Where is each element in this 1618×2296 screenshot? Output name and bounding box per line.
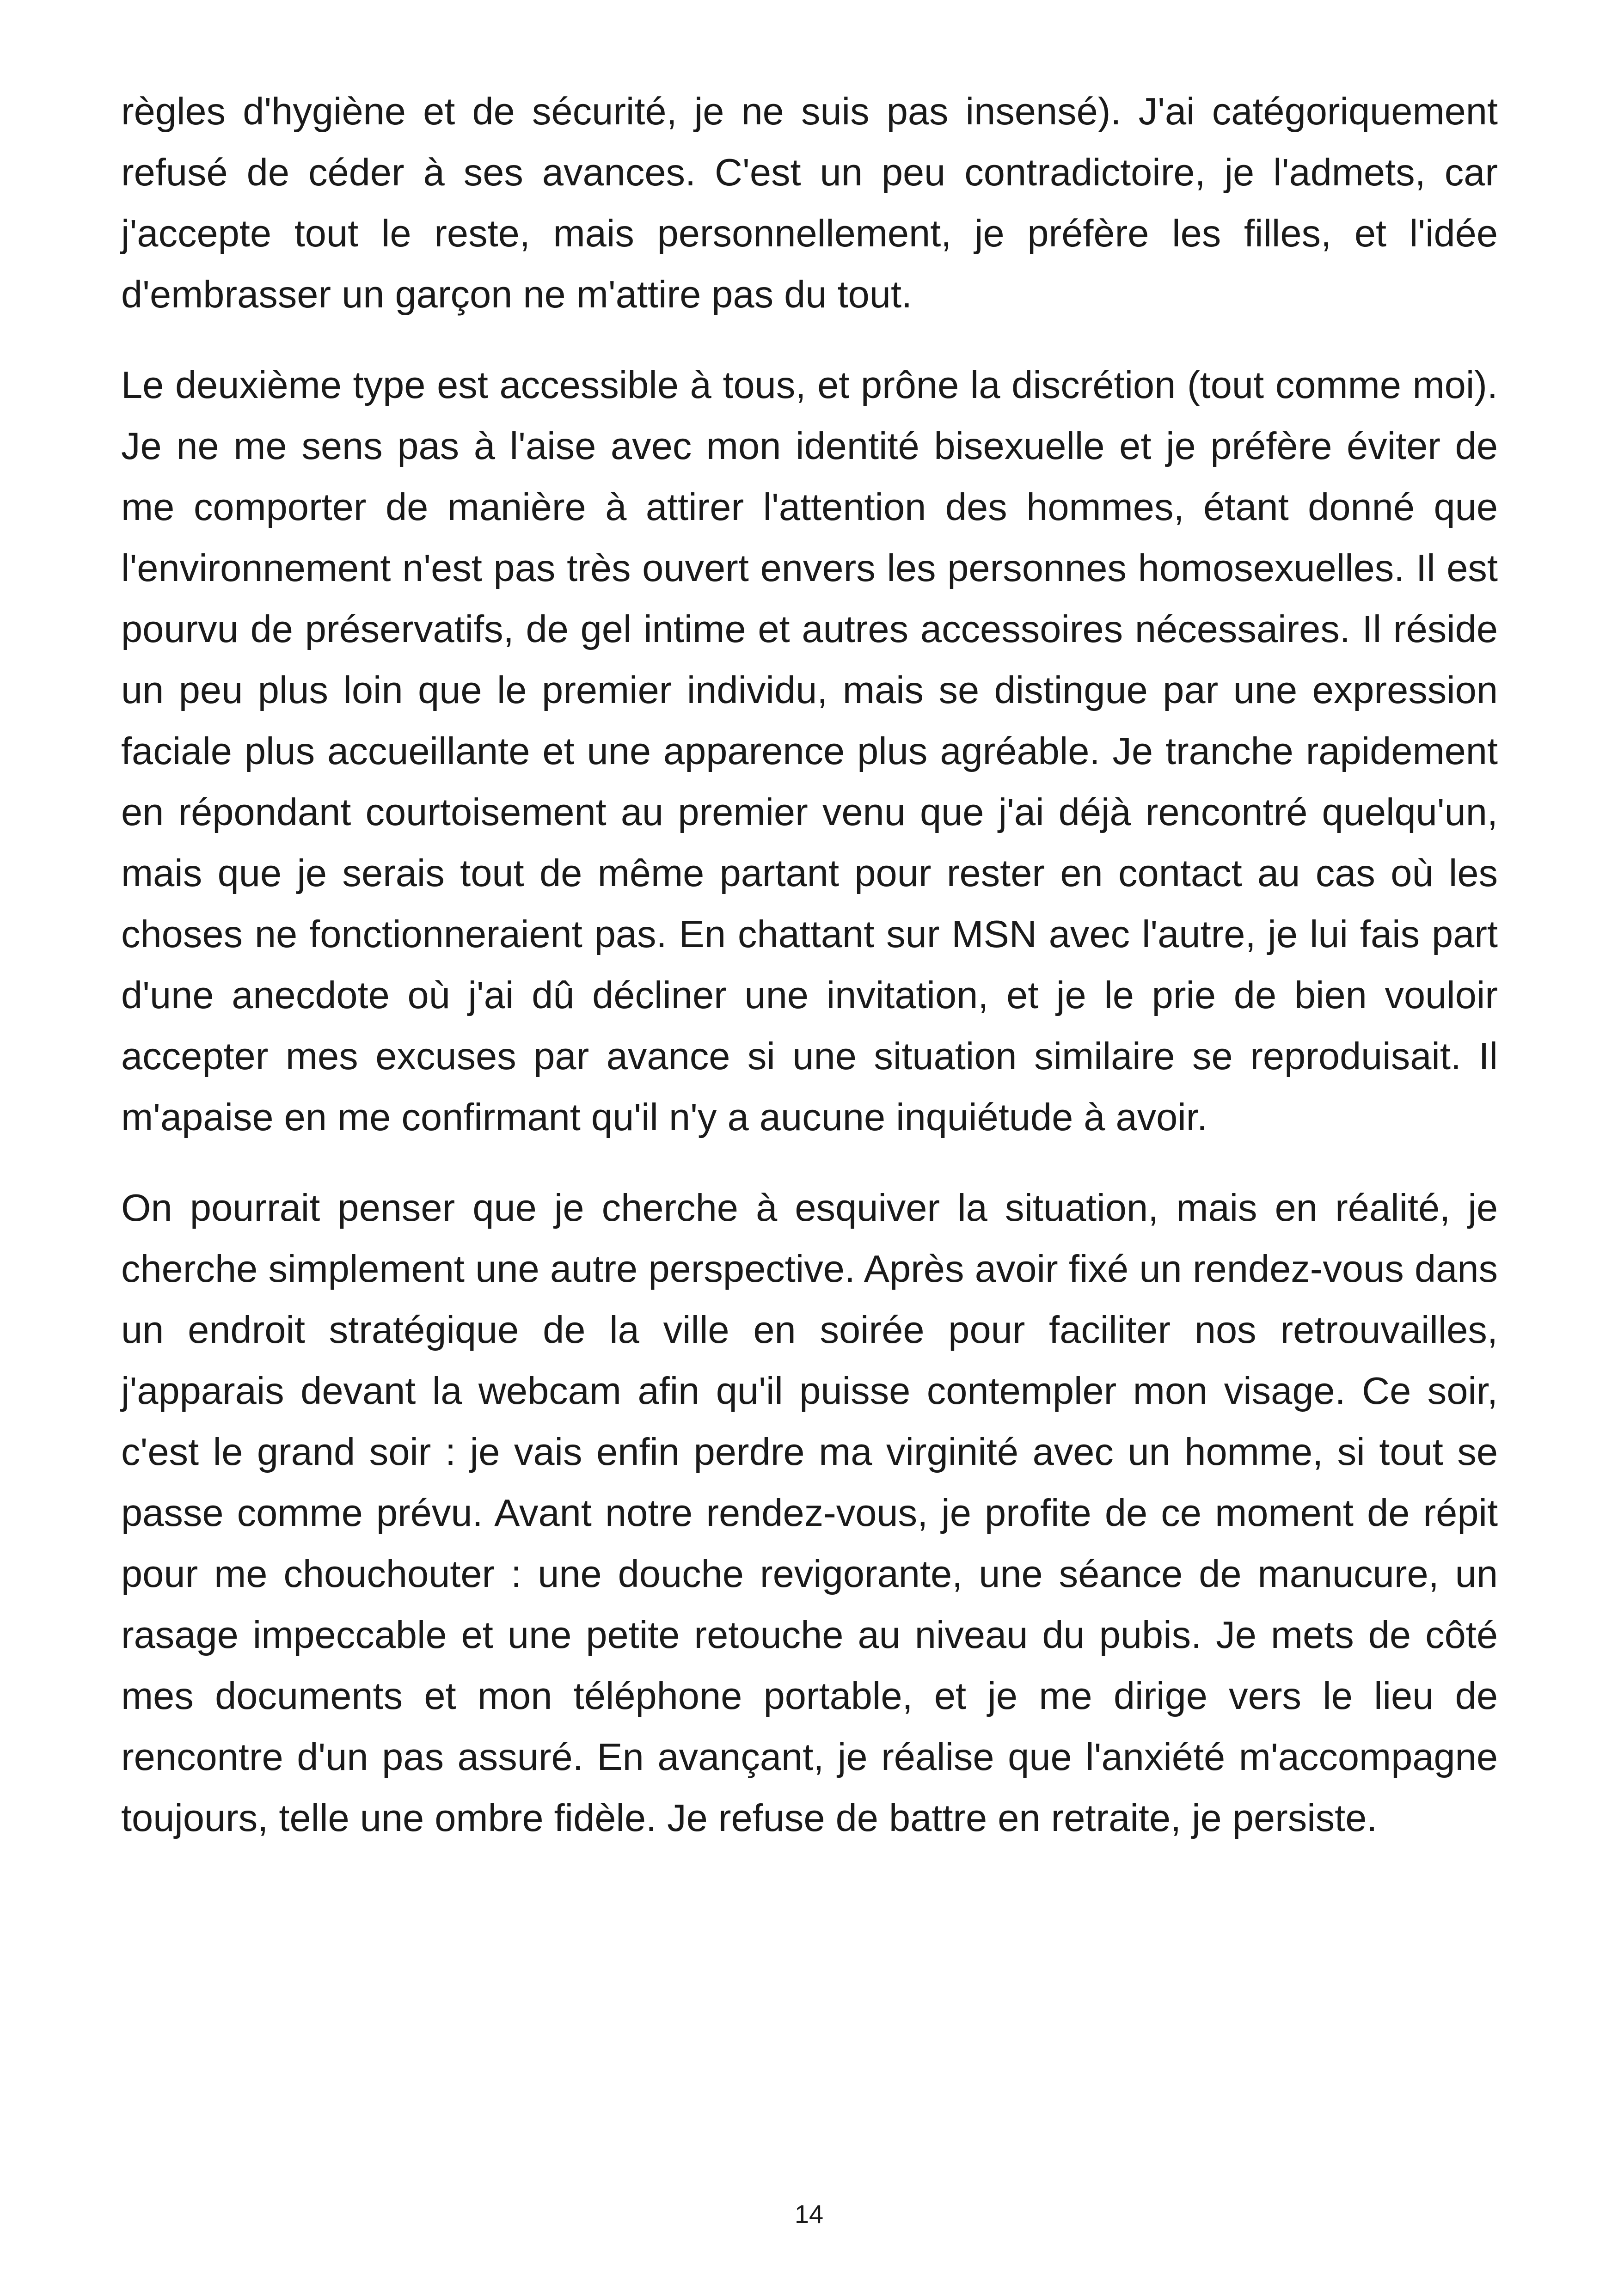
paragraph-3: On pourrait penser que je cherche à esquiver la situation, mais en réalité, je cherche simplement une autre perspective. Après avoir fixé un rendez-vous dans un endroit stratégique de la ville en soirée pour faciliter nos retrouvailles, j'apparais devant la webcam afin qu'il puisse contempler mon visage. Ce soir, c'est le grand soir : je vais enfin perdre ma virginité avec un homme, si tout se passe comme prévu. Avant notre rendez-vous, je profite de ce moment de répit pour me chouchouter : une douche revigorante, une séance de manucure, un rasage impeccable et une petite retouche au niveau du pubis. Je mets de côté mes documents et mon téléphone portable, et je me dirige vers le lieu de rencontre d'un pas assuré. En avançant, je réalise que l'anxiété m'accompagne toujours, telle une ombre fidèle. Je refuse de battre en retraite, je persiste. bbox=[121, 1186, 1498, 1839]
paragraph-2: Le deuxième type est accessible à tous, et prône la discrétion (tout comme moi). Je ne me sens pas à l'aise avec mon identité bisexuelle et je préfère éviter de me comporter de manière à attirer l'attention des hommes, étant donné que l'environnement n'est pas très ouvert envers les personnes homosexuelles. Il est pourvu de préservatifs, de gel intime et autres accessoires nécessaires. Il réside un peu plus loin que le premier individu, mais se distingue par une expression faciale plus accueillante et une apparence plus agréable. Je tranche rapidement en répondant courtoisement au premier venu que j'ai déjà rencontré quelqu'un, mais que je serais tout de même partant pour rester en contact au cas où les choses ne fonctionneraient pas. En chattant sur MSN avec l'autre, je lui fais part d'une anecdote où j'ai dû décliner une invitation, et je le prie de bien vouloir accepter mes excuses par avance si une situation similaire se reproduisait. Il m'apaise en me confirmant qu'il n'y a aucune inquiétude à avoir. bbox=[121, 363, 1498, 1139]
page-number: 14 bbox=[794, 2199, 824, 2229]
body-text bbox=[121, 81, 1498, 1878]
paragraph-1: règles d'hygiène et de sécurité, je ne suis pas insensé). J'ai catégoriquement refusé de céder à ses avances. C'est un peu contradictoire, je l'admets, car j'accepte tout le reste, mais personnellement, je préfère les filles, et l'idée d'embrasser un garçon ne m'attire pas du tout. bbox=[121, 90, 1498, 316]
